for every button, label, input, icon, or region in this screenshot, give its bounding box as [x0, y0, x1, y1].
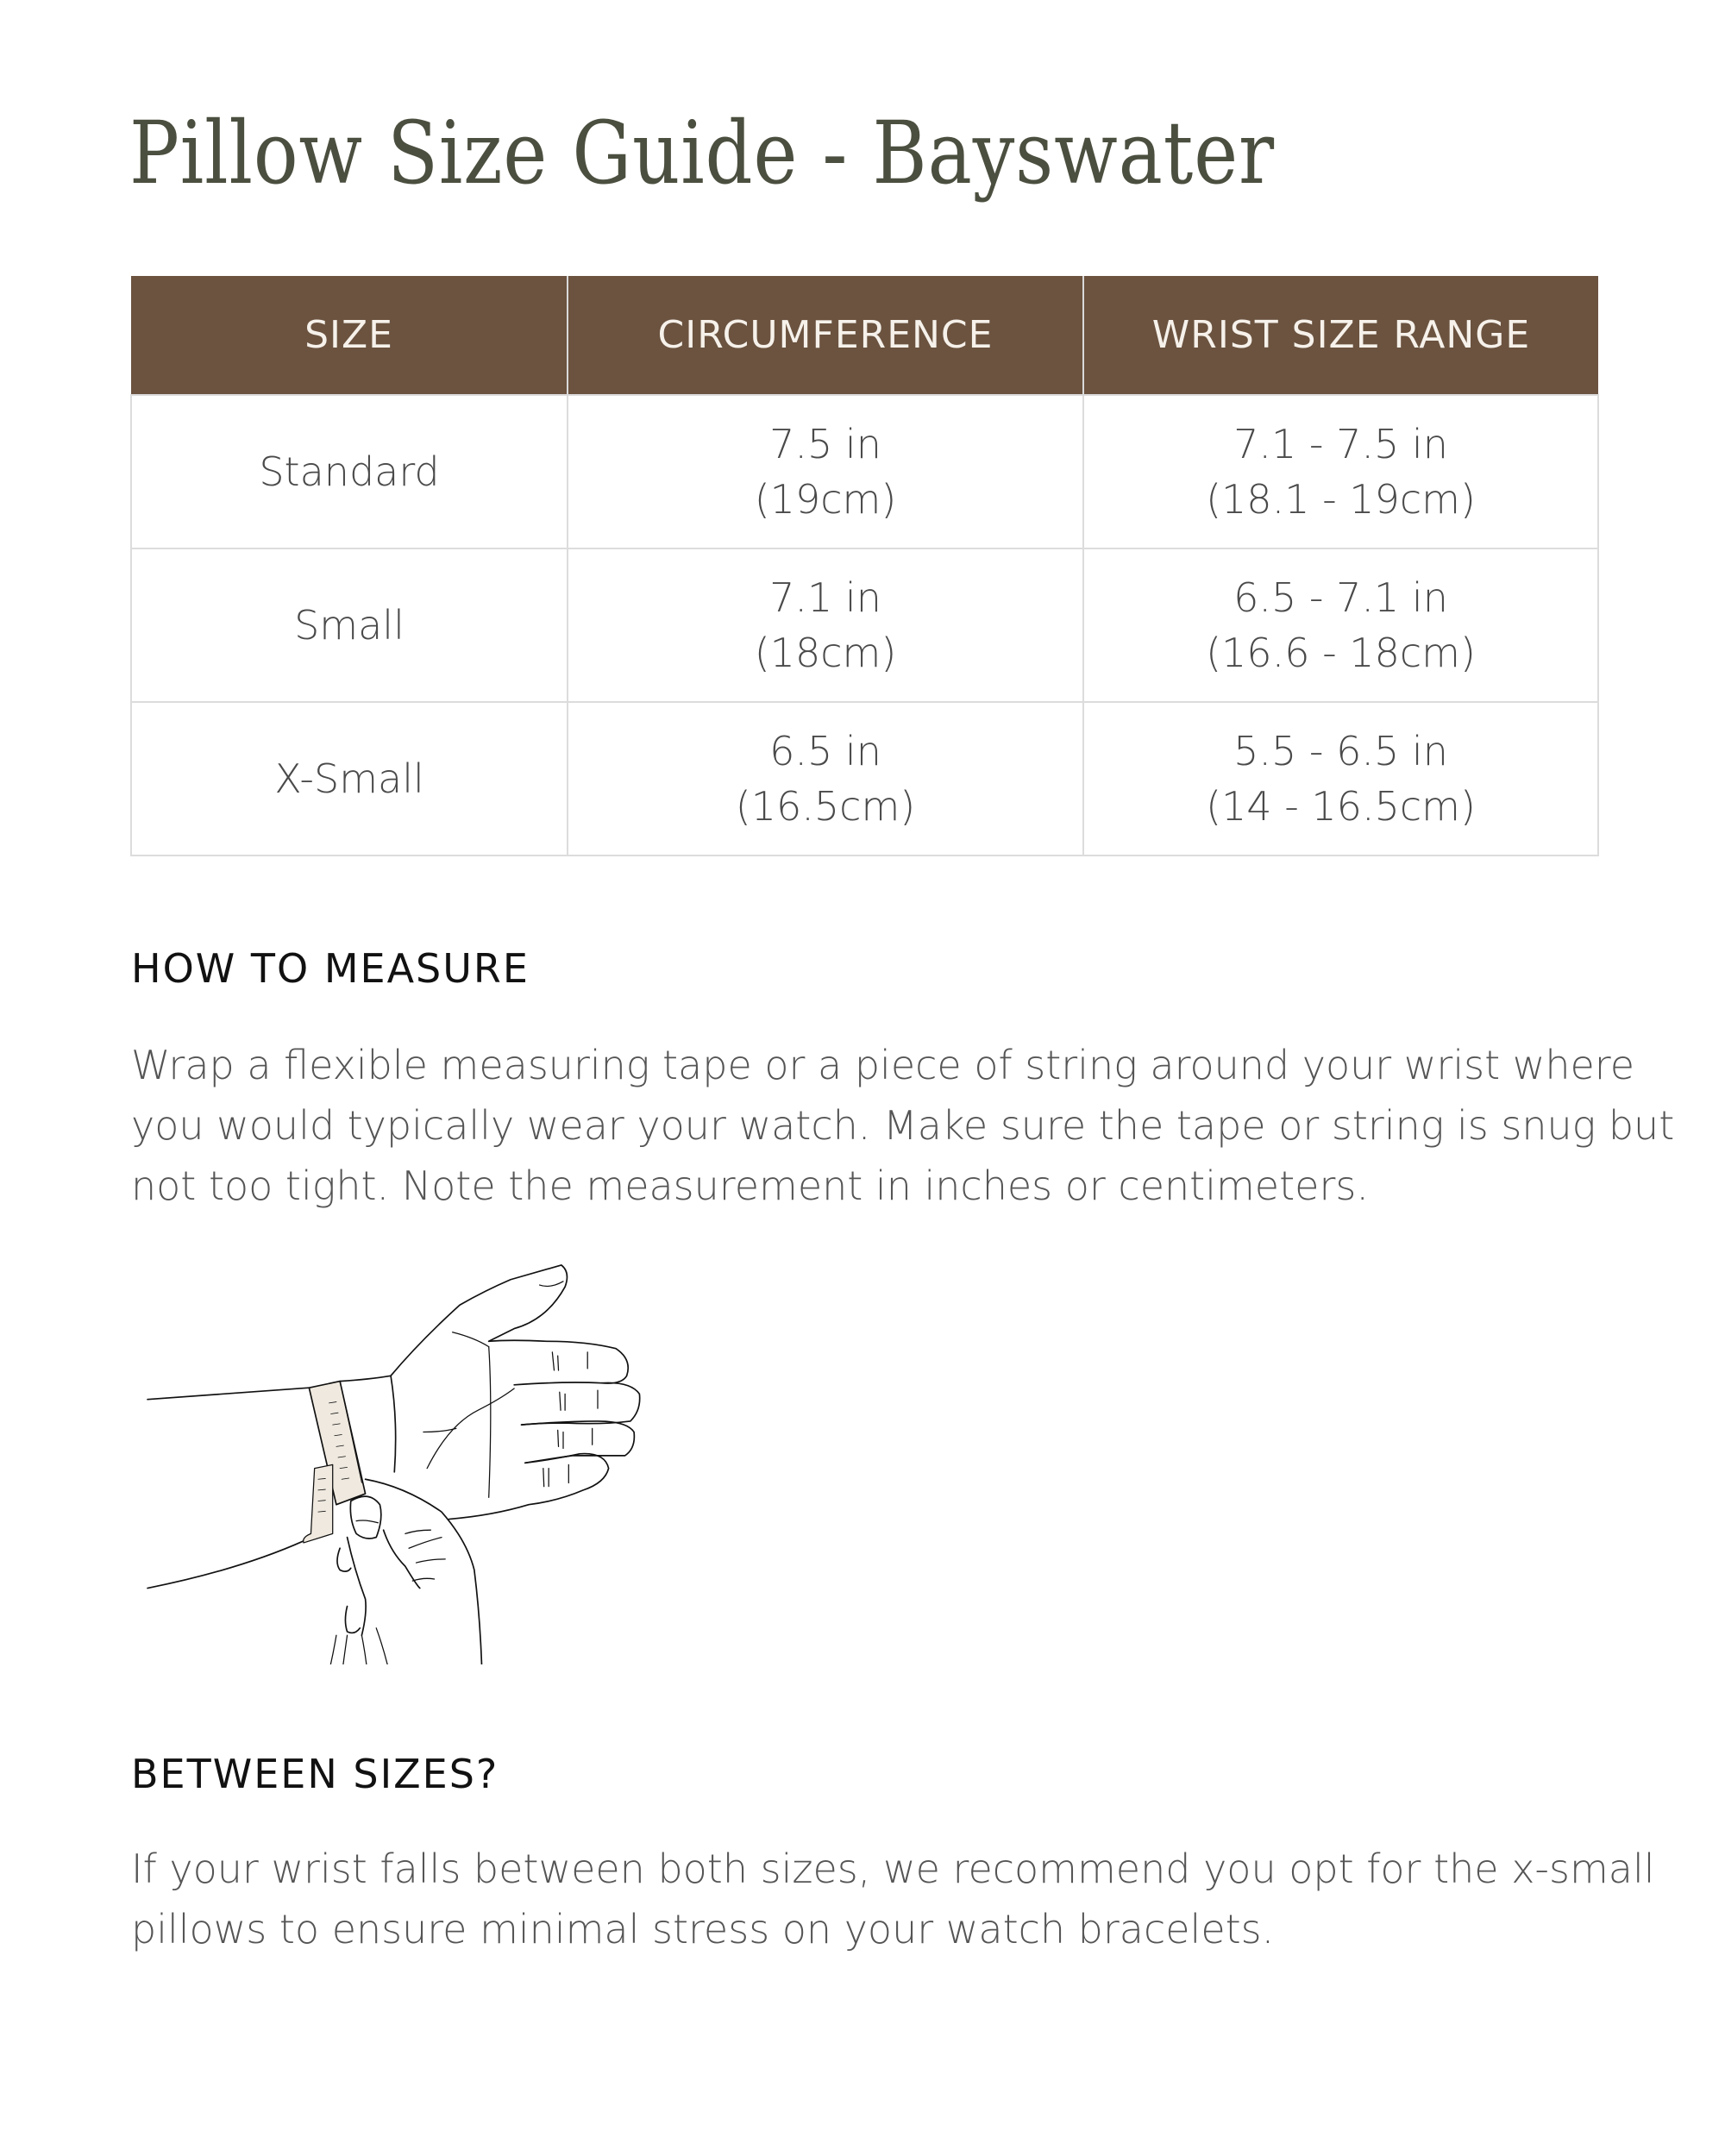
size-cell: Small — [131, 548, 568, 702]
wrist-range-cell — [1083, 548, 1598, 702]
table-row — [131, 702, 1598, 856]
how-to-measure-line: Wrap a flexible measuring tape or a piece of string around your wrist where — [131, 1042, 1635, 1088]
wrist-range-cm: (16.6 - 18cm) — [1206, 630, 1476, 676]
between-sizes-heading: BETWEEN SIZES? — [131, 1751, 499, 1797]
wrist-range-inches: 6.5 - 7.1 in — [1233, 574, 1448, 621]
circumference-cm: (19cm) — [754, 476, 897, 523]
size-cell: X-Small — [131, 702, 568, 856]
size-guide-table — [130, 276, 1599, 856]
size-cell: Standard — [131, 395, 568, 548]
wrist-range-cm: (14 - 16.5cm) — [1206, 783, 1476, 830]
circumference-cell — [568, 395, 1083, 548]
table-row — [131, 395, 1598, 548]
table-header-row — [131, 276, 1598, 395]
wrist-range-cell — [1083, 702, 1598, 856]
wrist-range-cm: (18.1 - 19cm) — [1206, 476, 1476, 523]
how-to-measure-heading: HOW TO MEASURE — [131, 945, 530, 992]
wrist-range-cell — [1083, 395, 1598, 548]
wrist-range-inches: 5.5 - 6.5 in — [1233, 728, 1448, 774]
circumference-inches: 7.5 in — [769, 421, 881, 467]
circumference-cm: (18cm) — [754, 630, 897, 676]
table-row — [131, 548, 1598, 702]
circumference-cm: (16.5cm) — [735, 783, 916, 830]
how-to-measure-line: not too tight. Note the measurement in inches or centimeters. — [131, 1163, 1369, 1209]
wrist-measure-icon — [129, 1250, 699, 1664]
between-sizes-text — [131, 1839, 1655, 1959]
wrist-range-inches: 7.1 - 7.5 in — [1233, 421, 1448, 467]
hand-measuring-wrist-illustration — [129, 1250, 699, 1664]
circumference-inches: 7.1 in — [769, 574, 881, 621]
column-header-wrist-size-range: WRIST SIZE RANGE — [1083, 276, 1598, 395]
column-header-size: SIZE — [131, 276, 568, 395]
column-header-circumference: CIRCUMFERENCE — [568, 276, 1083, 395]
between-sizes-line: pillows to ensure minimal stress on your watch bracelets. — [131, 1906, 1275, 1952]
how-to-measure-text — [131, 1035, 1675, 1216]
circumference-cell — [568, 548, 1083, 702]
between-sizes-line: If your wrist falls between both sizes, we recommend you opt for the x-small — [131, 1846, 1655, 1892]
how-to-measure-line: you would typically wear your watch. Make sure the tape or string is snug but — [131, 1102, 1675, 1149]
page-title: Pillow Size Guide - Bayswater — [129, 103, 1275, 204]
circumference-inches: 6.5 in — [769, 728, 881, 774]
circumference-cell — [568, 702, 1083, 856]
